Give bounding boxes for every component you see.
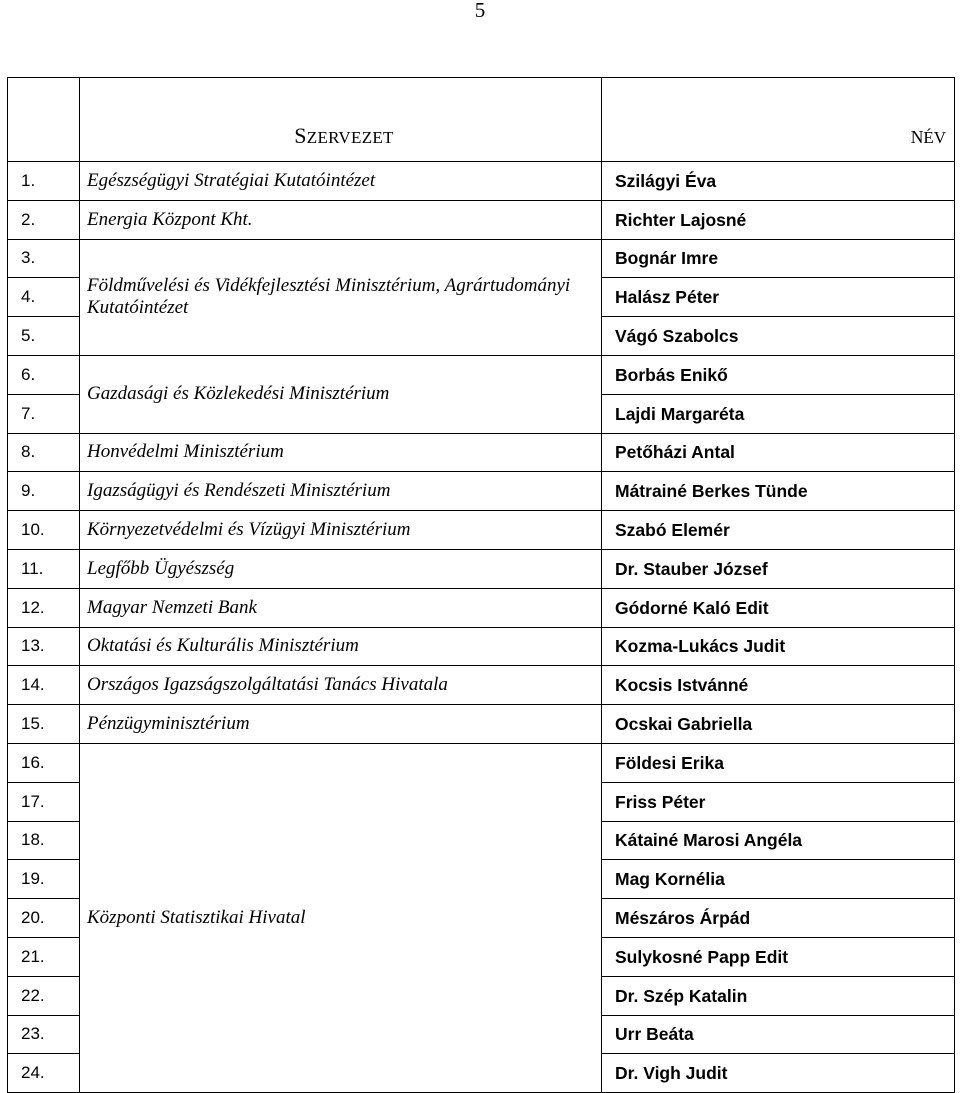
organization-name-table (7, 77, 955, 1093)
name-cell: Bognár Imre (602, 239, 955, 278)
name-cell: Urr Beáta (602, 1015, 955, 1054)
organization-cell: Központi Statisztikai Hivatal (80, 743, 602, 1092)
name-cell: Szilágyi Éva (602, 162, 955, 201)
row-number: 6. (8, 355, 80, 394)
row-number: 2. (8, 200, 80, 239)
row-number: 7. (8, 394, 80, 433)
name-cell: Ocskai Gabriella (602, 705, 955, 744)
row-number: 18. (8, 821, 80, 860)
row-number: 24. (8, 1054, 80, 1093)
organization-cell: Környezetvédelmi és Vízügyi Minisztérium (80, 511, 602, 550)
organization-cell: Honvédelmi Minisztérium (80, 433, 602, 472)
row-number: 20. (8, 899, 80, 938)
table-row (8, 355, 955, 394)
organization-cell: Földművelési és Vidékfejlesztési Minisztérium, Agrártudományi Kutatóintézet (80, 239, 602, 355)
row-number: 15. (8, 705, 80, 744)
header-organization (80, 78, 602, 162)
name-cell: Földesi Erika (602, 743, 955, 782)
row-number: 14. (8, 666, 80, 705)
name-cell: Lajdi Margaréta (602, 394, 955, 433)
row-number: 4. (8, 278, 80, 317)
row-number: 22. (8, 976, 80, 1015)
organization-cell: Oktatási és Kulturális Minisztérium (80, 627, 602, 666)
name-cell: Szabó Elemér (602, 511, 955, 550)
table-row (8, 705, 955, 744)
row-number: 11. (8, 549, 80, 588)
header-name (602, 78, 955, 162)
name-cell: Kátainé Marosi Angéla (602, 821, 955, 860)
organization-cell: Energia Központ Kht. (80, 200, 602, 239)
name-cell: Mészáros Árpád (602, 899, 955, 938)
name-cell: Dr. Vigh Judit (602, 1054, 955, 1093)
organization-cell: Országos Igazságszolgáltatási Tanács Hivatala (80, 666, 602, 705)
name-cell: Gódorné Kaló Edit (602, 588, 955, 627)
table-row (8, 549, 955, 588)
table-row (8, 200, 955, 239)
organization-cell: Igazságügyi és Rendészeti Minisztérium (80, 472, 602, 511)
organization-cell: Gazdasági és Közlekedési Minisztérium (80, 355, 602, 433)
name-cell: Friss Péter (602, 782, 955, 821)
row-number: 9. (8, 472, 80, 511)
organization-cell: Pénzügyminisztérium (80, 705, 602, 744)
header-organization-rest: ZERVEZET (306, 128, 394, 147)
name-cell: Petőházi Antal (602, 433, 955, 472)
page-number: 5 (474, 0, 486, 22)
table-row (8, 433, 955, 472)
row-number: 19. (8, 860, 80, 899)
organization-cell: Magyar Nemzeti Bank (80, 588, 602, 627)
row-number: 1. (8, 162, 80, 201)
table-row (8, 239, 955, 278)
row-number: 17. (8, 782, 80, 821)
table-header-row (8, 78, 955, 162)
table-row (8, 666, 955, 705)
table-row (8, 472, 955, 511)
organization-cell: Egészségügyi Stratégiai Kutatóintézet (80, 162, 602, 201)
name-cell: Kocsis Istvánné (602, 666, 955, 705)
name-cell: Vágó Szabolcs (602, 317, 955, 356)
name-cell: Dr. Stauber József (602, 549, 955, 588)
row-number: 16. (8, 743, 80, 782)
table-row (8, 162, 955, 201)
table-row (8, 588, 955, 627)
name-cell: Richter Lajosné (602, 200, 955, 239)
name-cell: Sulykosné Papp Edit (602, 937, 955, 976)
row-number: 3. (8, 239, 80, 278)
header-number-cell (8, 78, 80, 162)
name-cell: Borbás Enikő (602, 355, 955, 394)
row-number: 8. (8, 433, 80, 472)
row-number: 10. (8, 511, 80, 550)
header-name-rest: ÉV (923, 128, 946, 147)
name-cell: Halász Péter (602, 278, 955, 317)
header-name-initial: N (910, 127, 924, 147)
row-number: 23. (8, 1015, 80, 1054)
name-cell: Mag Kornélia (602, 860, 955, 899)
organization-cell: Legfőbb Ügyészség (80, 549, 602, 588)
name-cell: Dr. Szép Katalin (602, 976, 955, 1015)
name-cell: Mátrainé Berkes Tünde (602, 472, 955, 511)
row-number: 12. (8, 588, 80, 627)
table-row (8, 627, 955, 666)
table-row (8, 743, 955, 782)
header-organization-initial: S (294, 123, 307, 148)
row-number: 13. (8, 627, 80, 666)
row-number: 21. (8, 937, 80, 976)
name-cell: Kozma-Lukács Judit (602, 627, 955, 666)
table-row (8, 511, 955, 550)
row-number: 5. (8, 317, 80, 356)
